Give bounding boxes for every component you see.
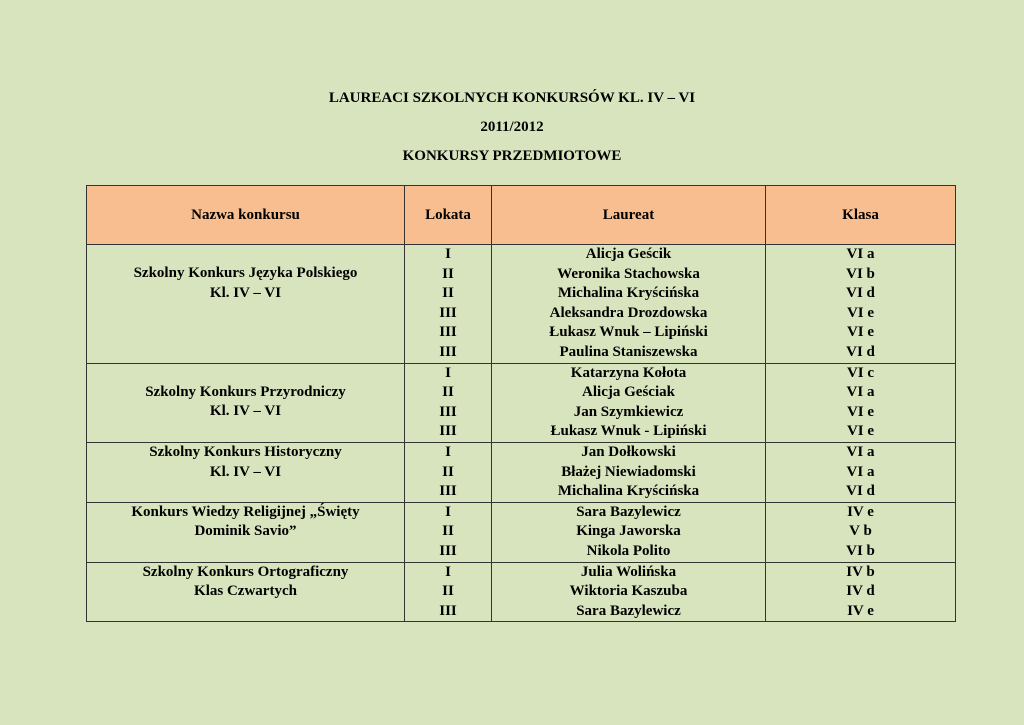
winner-name: Sara Bazylewicz [576,503,681,520]
place-value: I [445,563,451,580]
class-value: VI c [846,364,875,381]
place-value: III [439,324,457,341]
winner-cell [492,363,766,442]
winner-name: Sara Bazylewicz [576,602,681,619]
column-header-winner: Laureat [492,186,766,245]
school-year: 2011/2012 [480,119,544,135]
competition-name-line: Klas Czwartych [194,583,297,600]
winner-name: Aleksandra Drozdowska [549,304,708,321]
place-value: II [442,285,454,302]
place-value: III [439,602,457,619]
table-row [87,363,956,442]
place-value: III [439,483,457,500]
table-row [87,502,956,562]
place-cell [405,502,492,562]
place-value: III [439,343,457,360]
winner-name: Błażej Niewiadomski [561,463,696,480]
winner-name: Łukasz Wnuk – Lipiński [549,324,708,341]
winner-cell [492,502,766,562]
winner-name: Alicja Geścik [585,246,672,262]
competition-name-line: Szkolny Konkurs Języka Polskiego [133,265,358,281]
winner-name: Julia Wolińska [580,563,677,580]
table-row [87,442,956,502]
competition-name-line: Szkolny Konkurs Przyrodniczy [145,383,346,400]
class-value: V b [849,523,872,540]
winner-name: Paulina Staniszewska [559,343,698,360]
winner-cell [492,442,766,502]
place-cell [405,442,492,502]
class-cell [766,502,956,562]
class-value: VI e [846,423,875,440]
class-value: VI e [846,304,875,321]
competition-name-cell [87,363,405,442]
place-value: III [439,542,457,559]
class-value: VI a [846,246,875,262]
competition-name-line: Dominik Savio” [194,523,297,540]
winner-name: Michalina Kryścińska [557,285,700,302]
winner-name: Jan Dołkowski [581,443,676,460]
winner-name: Kinga Jaworska [576,523,681,540]
class-cell [766,562,956,622]
class-value: VI b [846,265,875,282]
place-cell [405,245,492,364]
competition-name-line: Kl. IV – VI [209,284,282,301]
document-title: LAUREACI SZKOLNYCH KONKURSÓW KL. IV – VI [328,90,696,106]
winner-name: Łukasz Wnuk - Lipiński [550,423,707,440]
winner-name: Katarzyna Kołota [570,364,687,381]
table-row [87,245,956,364]
place-value: I [445,246,451,262]
class-value: VI a [846,443,875,460]
place-value: I [445,503,451,520]
class-value: IV e [847,503,874,520]
place-value: I [445,443,451,460]
winner-cell [492,245,766,364]
place-value: I [445,364,451,381]
class-value: IV b [846,563,875,580]
winner-name: Michalina Kryścińska [557,483,700,500]
place-value: III [439,403,457,420]
competition-name-line: Szkolny Konkurs Historyczny [149,443,342,460]
document-subtitle: KONKURSY PRZEDMIOTOWE [402,148,622,164]
class-cell [766,245,956,364]
winner-name: Wiktoria Kaszuba [569,583,688,600]
winner-name: Jan Szymkiewicz [573,403,684,420]
place-cell [405,363,492,442]
class-value: VI a [846,384,875,401]
winner-name: Alicja Geściak [582,384,675,401]
place-value: II [442,463,454,480]
place-value: II [442,384,454,401]
competition-name-line: Kl. IV – VI [209,463,282,480]
competition-name-line: Kl. IV – VI [209,403,282,420]
competition-name-line: Konkurs Wiedzy Religijnej „Święty [131,503,360,520]
column-header-place: Lokata [405,186,492,245]
competition-name-line: Szkolny Konkurs Ortograficzny [142,563,349,580]
winner-name: Nikola Polito [586,542,671,559]
competition-name-cell [87,562,405,622]
winner-cell [492,562,766,622]
table-header-row [87,186,956,245]
class-value: IV d [846,583,875,600]
class-value: VI d [846,285,875,302]
winner-name: Weronika Stachowska [557,265,700,282]
class-value: VI a [846,463,875,480]
place-value: III [439,304,457,321]
class-value: VI e [846,403,875,420]
place-value: II [442,265,454,282]
column-header-class: Klasa [766,186,956,245]
competition-name-cell [87,245,405,364]
place-value: II [442,523,454,540]
place-value: II [442,583,454,600]
place-value: III [439,423,457,440]
class-value: VI d [846,483,875,500]
laureates-table [86,185,956,622]
column-header-competition: Nazwa konkursu [87,186,405,245]
competition-name-cell [87,502,405,562]
class-value: VI b [846,542,875,559]
table-row [87,562,956,622]
class-value: VI d [846,343,875,360]
class-cell [766,363,956,442]
place-cell [405,562,492,622]
class-cell [766,442,956,502]
class-value: IV e [847,602,874,619]
class-value: VI e [846,324,875,341]
competition-name-cell [87,442,405,502]
